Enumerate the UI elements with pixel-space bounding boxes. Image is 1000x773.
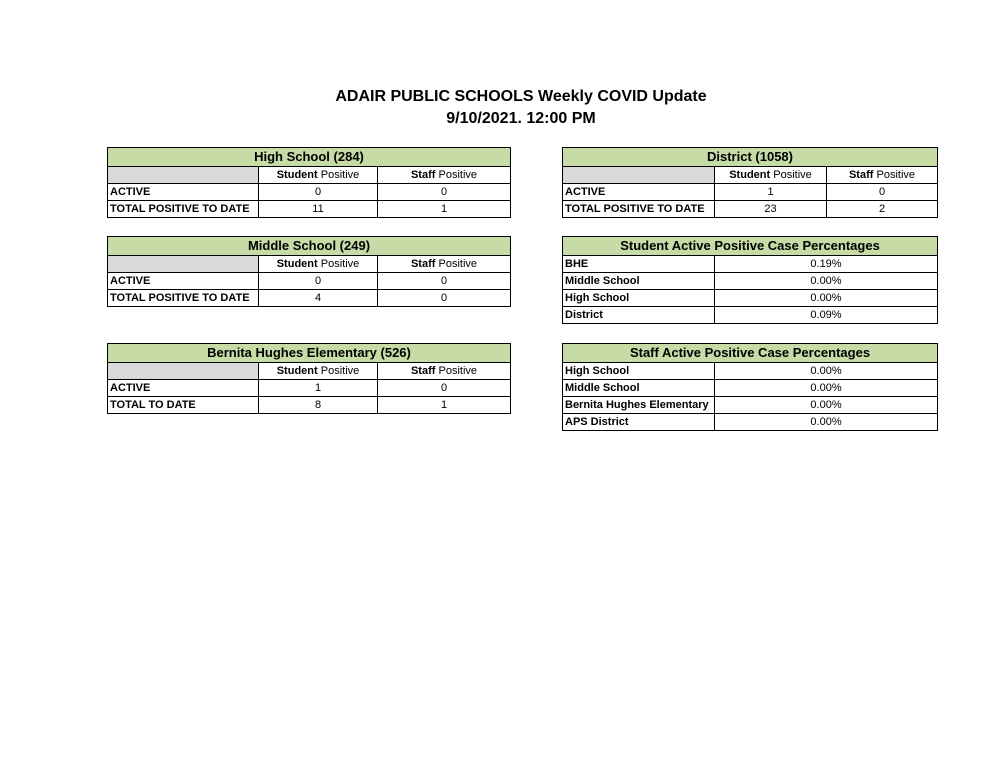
student-value: 0 (259, 184, 378, 201)
staff-positive-header: Staff Positive (378, 363, 511, 380)
table-row (108, 290, 511, 307)
student-percentages-title: Student Active Positive Case Percentages (563, 237, 938, 256)
row-label: Middle School (563, 380, 715, 397)
percentage-value: 0.00% (715, 273, 938, 290)
staff-value: 0 (827, 184, 938, 201)
page-title: ADAIR PUBLIC SCHOOLS Weekly COVID Update (335, 88, 707, 105)
row-label: ACTIVE (108, 380, 259, 397)
student-percentages-table (562, 236, 938, 324)
table-row (563, 363, 938, 380)
table-row (108, 397, 511, 414)
percentage-value: 0.00% (715, 414, 938, 431)
high-school-table (107, 147, 511, 218)
staff-positive-header: Staff Positive (827, 167, 938, 184)
table-row (563, 380, 938, 397)
staff-value: 0 (378, 184, 511, 201)
elementary-table (107, 343, 511, 414)
staff-positive-header: Staff Positive (378, 167, 511, 184)
header-blank-cell (108, 256, 259, 273)
percentage-value: 0.00% (715, 290, 938, 307)
header-blank-cell (563, 167, 715, 184)
student-value: 1 (715, 184, 827, 201)
percentage-value: 0.09% (715, 307, 938, 324)
percentage-value: 0.19% (715, 256, 938, 273)
row-label: TOTAL TO DATE (108, 397, 259, 414)
staff-percentages-table (562, 343, 938, 431)
staff-value: 0 (378, 273, 511, 290)
student-value: 11 (259, 201, 378, 218)
staff-positive-header: Staff Positive (378, 256, 511, 273)
row-label: TOTAL POSITIVE TO DATE (108, 290, 259, 307)
student-positive-header: Student Positive (715, 167, 827, 184)
table-row (563, 256, 938, 273)
percentage-value: 0.00% (715, 363, 938, 380)
staff-value: 1 (378, 201, 511, 218)
row-label: TOTAL POSITIVE TO DATE (108, 201, 259, 218)
row-label: Middle School (563, 273, 715, 290)
row-label: ACTIVE (108, 184, 259, 201)
percentage-value: 0.00% (715, 397, 938, 414)
table-row (563, 307, 938, 324)
high-school-title: High School (284) (108, 148, 511, 167)
row-label: TOTAL POSITIVE TO DATE (563, 201, 715, 218)
staff-value: 0 (378, 380, 511, 397)
row-label: District (563, 307, 715, 324)
student-value: 1 (259, 380, 378, 397)
header-blank-cell (108, 167, 259, 184)
table-row (563, 273, 938, 290)
row-label: Bernita Hughes Elementary (563, 397, 715, 414)
student-value: 4 (259, 290, 378, 307)
student-value: 23 (715, 201, 827, 218)
student-value: 8 (259, 397, 378, 414)
staff-value: 2 (827, 201, 938, 218)
row-label: ACTIVE (563, 184, 715, 201)
table-row (563, 397, 938, 414)
district-table (562, 147, 938, 218)
page-datetime: 9/10/2021. 12:00 PM (446, 110, 596, 127)
staff-percentages-title: Staff Active Positive Case Percentages (563, 344, 938, 363)
middle-school-title: Middle School (249) (108, 237, 511, 256)
table-row (108, 380, 511, 397)
row-label: BHE (563, 256, 715, 273)
row-label: ACTIVE (108, 273, 259, 290)
table-row (108, 273, 511, 290)
table-row (108, 201, 511, 218)
table-row (108, 184, 511, 201)
row-label: APS District (563, 414, 715, 431)
row-label: High School (563, 290, 715, 307)
table-row (563, 201, 938, 218)
table-row (563, 414, 938, 431)
district-title: District (1058) (563, 148, 938, 167)
table-row (563, 290, 938, 307)
student-value: 0 (259, 273, 378, 290)
middle-school-table (107, 236, 511, 307)
table-row (563, 184, 938, 201)
row-label: High School (563, 363, 715, 380)
student-positive-header: Student Positive (259, 363, 378, 380)
staff-value: 0 (378, 290, 511, 307)
staff-value: 1 (378, 397, 511, 414)
elementary-title: Bernita Hughes Elementary (526) (108, 344, 511, 363)
header-blank-cell (108, 363, 259, 380)
percentage-value: 0.00% (715, 380, 938, 397)
student-positive-header: Student Positive (259, 256, 378, 273)
student-positive-header: Student Positive (259, 167, 378, 184)
